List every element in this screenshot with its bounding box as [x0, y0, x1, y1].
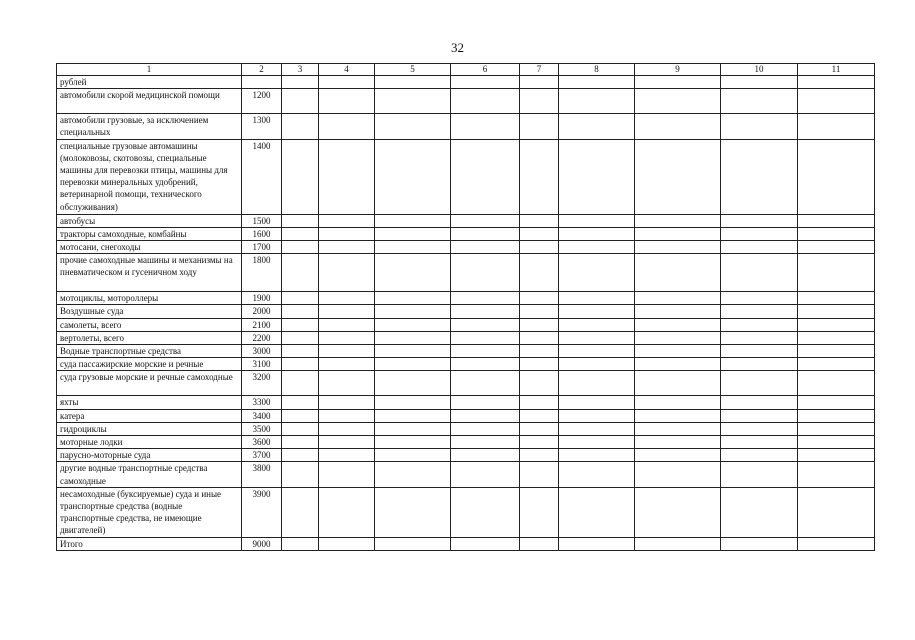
column-header: 6 — [451, 64, 520, 76]
table-cell — [520, 331, 559, 344]
table-cell — [635, 358, 721, 371]
table-cell — [559, 436, 635, 449]
table-cell — [451, 305, 520, 318]
table-cell — [282, 462, 319, 487]
table-cell — [319, 345, 375, 358]
column-header: 2 — [242, 64, 282, 76]
table-cell — [282, 449, 319, 462]
table-cell — [375, 449, 451, 462]
table-cell — [520, 292, 559, 305]
table-row — [57, 409, 875, 422]
table-row — [57, 331, 875, 344]
row-code: 3900 — [242, 487, 282, 537]
table-row — [57, 114, 875, 139]
table-cell — [721, 436, 798, 449]
table-cell — [798, 345, 875, 358]
row-code: 1800 — [242, 254, 282, 292]
table-cell — [559, 292, 635, 305]
table-cell — [635, 114, 721, 139]
table-cell — [635, 89, 721, 114]
table-cell — [635, 487, 721, 537]
table-cell — [559, 241, 635, 254]
row-code: 3600 — [242, 436, 282, 449]
table-cell — [375, 114, 451, 139]
table-cell — [375, 214, 451, 227]
table-cell — [319, 396, 375, 409]
table-cell — [319, 292, 375, 305]
row-code: 3400 — [242, 409, 282, 422]
table-cell — [451, 371, 520, 396]
row-label: прочие самоходные машины и механизмы на пневматическом и гусеничном ходу — [57, 254, 242, 292]
table-cell — [451, 345, 520, 358]
table-row — [57, 214, 875, 227]
row-label: Воздушные суда — [57, 305, 242, 318]
table-cell — [721, 292, 798, 305]
row-code: 1400 — [242, 139, 282, 214]
table-cell — [635, 305, 721, 318]
table-cell — [319, 462, 375, 487]
table-cell — [798, 331, 875, 344]
table-cell — [635, 449, 721, 462]
table-row — [57, 345, 875, 358]
table-cell — [559, 227, 635, 240]
table-cell — [319, 422, 375, 435]
table-cell — [635, 396, 721, 409]
table-cell — [451, 409, 520, 422]
row-label: специальные грузовые автомашины (молоковозы, скотовозы, специальные машины для перевозки птицы, машины для перевозки минеральных удобрений, ветеринарной помощи, технического обслуживания) — [57, 139, 242, 214]
table-cell — [282, 345, 319, 358]
table-cell — [451, 318, 520, 331]
row-code: 2100 — [242, 318, 282, 331]
row-code: 3000 — [242, 345, 282, 358]
table-cell — [721, 139, 798, 214]
row-label: катера — [57, 409, 242, 422]
table-cell — [721, 114, 798, 139]
table-cell — [798, 254, 875, 292]
table-cell — [451, 358, 520, 371]
table-cell — [520, 396, 559, 409]
table-cell — [282, 487, 319, 537]
row-label: парусно-моторные суда — [57, 449, 242, 462]
table-cell — [559, 462, 635, 487]
row-label: другие водные транспортные средства самоходные — [57, 462, 242, 487]
table-cell — [559, 371, 635, 396]
table-cell — [721, 318, 798, 331]
table-row — [57, 292, 875, 305]
table-cell — [798, 537, 875, 550]
table-cell — [559, 318, 635, 331]
column-header: 5 — [375, 64, 451, 76]
table-cell — [559, 89, 635, 114]
table-cell — [520, 537, 559, 550]
table-cell — [319, 305, 375, 318]
table-cell — [721, 537, 798, 550]
table-cell — [559, 396, 635, 409]
table-cell — [520, 358, 559, 371]
column-header: 11 — [798, 64, 875, 76]
table-cell — [559, 254, 635, 292]
row-code: 1600 — [242, 227, 282, 240]
table-cell — [282, 358, 319, 371]
table-cell — [451, 89, 520, 114]
table-cell — [798, 292, 875, 305]
table-cell — [721, 396, 798, 409]
column-header-row — [57, 64, 875, 76]
table-row — [57, 462, 875, 487]
table-cell — [559, 139, 635, 214]
table-cell — [319, 358, 375, 371]
table-cell — [798, 462, 875, 487]
table-cell — [319, 487, 375, 537]
table-cell — [721, 89, 798, 114]
table-cell — [559, 537, 635, 550]
table-cell — [559, 305, 635, 318]
table-cell — [520, 345, 559, 358]
unit-label: рублей — [57, 76, 242, 89]
table-cell — [451, 436, 520, 449]
table-cell — [559, 345, 635, 358]
table-cell — [375, 436, 451, 449]
table-cell — [559, 214, 635, 227]
table-cell — [282, 409, 319, 422]
row-label: мотосани, снегоходы — [57, 241, 242, 254]
table-row — [57, 449, 875, 462]
table-cell — [319, 254, 375, 292]
column-header: 3 — [282, 64, 319, 76]
row-label: суда пассажирские морские и речные — [57, 358, 242, 371]
table-cell — [520, 139, 559, 214]
table-cell — [798, 409, 875, 422]
table-cell — [282, 422, 319, 435]
table-cell — [375, 462, 451, 487]
table-cell — [319, 114, 375, 139]
table-row — [57, 371, 875, 396]
table-cell — [319, 89, 375, 114]
table-cell — [282, 89, 319, 114]
table-cell — [451, 241, 520, 254]
table-cell — [635, 371, 721, 396]
data-table — [56, 63, 875, 551]
row-label: Водные транспортные средства — [57, 345, 242, 358]
table-cell — [375, 139, 451, 214]
table-cell — [520, 214, 559, 227]
table-cell — [282, 241, 319, 254]
table-cell — [798, 227, 875, 240]
table-cell — [520, 449, 559, 462]
table-cell — [319, 537, 375, 550]
row-code: 1900 — [242, 292, 282, 305]
table-cell — [375, 358, 451, 371]
table-cell — [375, 371, 451, 396]
table-cell — [282, 436, 319, 449]
row-code: 3300 — [242, 396, 282, 409]
row-code: 1500 — [242, 214, 282, 227]
table-cell — [375, 305, 451, 318]
table-cell — [375, 331, 451, 344]
table-cell — [635, 331, 721, 344]
table-cell — [520, 409, 559, 422]
table-cell — [798, 422, 875, 435]
table-cell — [282, 114, 319, 139]
table-cell — [375, 487, 451, 537]
table-row — [57, 537, 875, 550]
table-cell — [282, 254, 319, 292]
table-cell — [375, 89, 451, 114]
table-cell — [520, 227, 559, 240]
table-cell — [282, 292, 319, 305]
table-cell — [282, 305, 319, 318]
table-cell — [520, 422, 559, 435]
table-row — [57, 227, 875, 240]
table-cell — [559, 331, 635, 344]
table-cell — [319, 214, 375, 227]
table-cell — [635, 318, 721, 331]
table-row — [57, 318, 875, 331]
column-header: 4 — [319, 64, 375, 76]
row-code: 3100 — [242, 358, 282, 371]
table-cell — [798, 371, 875, 396]
table-row — [57, 358, 875, 371]
row-code: 2000 — [242, 305, 282, 318]
table-cell — [451, 254, 520, 292]
row-label: Итого — [57, 537, 242, 550]
table-cell — [559, 358, 635, 371]
row-code: 3200 — [242, 371, 282, 396]
table-row — [57, 305, 875, 318]
table-cell — [721, 254, 798, 292]
table-cell — [520, 462, 559, 487]
table-cell — [375, 292, 451, 305]
table-cell — [721, 449, 798, 462]
table-cell — [375, 227, 451, 240]
table-cell — [721, 422, 798, 435]
table-cell — [635, 292, 721, 305]
table-cell — [635, 422, 721, 435]
table-cell — [375, 409, 451, 422]
table-cell — [520, 89, 559, 114]
row-label: мотоциклы, мотороллеры — [57, 292, 242, 305]
table-cell — [798, 487, 875, 537]
table-cell — [319, 227, 375, 240]
table-cell — [319, 371, 375, 396]
table-cell — [635, 409, 721, 422]
table-cell — [635, 227, 721, 240]
table-cell — [375, 318, 451, 331]
row-code: 3800 — [242, 462, 282, 487]
table-cell — [319, 409, 375, 422]
table-cell — [375, 396, 451, 409]
table-cell — [798, 449, 875, 462]
table-cell — [559, 422, 635, 435]
table-cell — [798, 436, 875, 449]
table-cell — [721, 305, 798, 318]
row-label: вертолеты, всего — [57, 331, 242, 344]
row-code: 9000 — [242, 537, 282, 550]
table-cell — [375, 254, 451, 292]
table-cell — [520, 318, 559, 331]
table-cell — [559, 449, 635, 462]
table-cell — [520, 254, 559, 292]
table-cell — [520, 305, 559, 318]
row-label: тракторы самоходные, комбайны — [57, 227, 242, 240]
row-label: самолеты, всего — [57, 318, 242, 331]
table-row — [57, 139, 875, 214]
table-cell — [375, 422, 451, 435]
table-cell — [635, 537, 721, 550]
table-cell — [451, 292, 520, 305]
table-cell — [319, 331, 375, 344]
row-code: 3700 — [242, 449, 282, 462]
table-cell — [635, 241, 721, 254]
table-cell — [721, 409, 798, 422]
table-cell — [282, 331, 319, 344]
table-cell — [520, 487, 559, 537]
table-cell — [559, 487, 635, 537]
row-label: несамоходные (буксируемые) суда и иные транспортные средства (водные транспортные средства, не имеющие двигателей) — [57, 487, 242, 537]
table-cell — [282, 537, 319, 550]
table-cell — [721, 487, 798, 537]
table-cell — [721, 241, 798, 254]
table-cell — [451, 331, 520, 344]
table-cell — [451, 139, 520, 214]
table-row — [57, 89, 875, 114]
table-cell — [798, 358, 875, 371]
table-cell — [282, 371, 319, 396]
table-cell — [451, 214, 520, 227]
table-cell — [798, 396, 875, 409]
table-cell — [375, 241, 451, 254]
table-cell — [375, 537, 451, 550]
table-cell — [282, 318, 319, 331]
table-cell — [451, 396, 520, 409]
table-cell — [319, 139, 375, 214]
table-cell — [520, 436, 559, 449]
table-cell — [451, 422, 520, 435]
row-code: 2200 — [242, 331, 282, 344]
table-cell — [635, 436, 721, 449]
row-code: 3500 — [242, 422, 282, 435]
table-row — [57, 254, 875, 292]
table-cell — [282, 396, 319, 409]
table-row — [57, 487, 875, 537]
table-cell — [721, 214, 798, 227]
table-cell — [520, 371, 559, 396]
row-label: яхты — [57, 396, 242, 409]
row-code: 1200 — [242, 89, 282, 114]
column-header: 10 — [721, 64, 798, 76]
table-cell — [635, 345, 721, 358]
table-cell — [559, 114, 635, 139]
table-cell — [451, 114, 520, 139]
table-cell — [451, 449, 520, 462]
table-cell — [798, 139, 875, 214]
row-code: 1700 — [242, 241, 282, 254]
row-label: автомобили скорой медицинской помощи — [57, 89, 242, 114]
table-cell — [721, 331, 798, 344]
table-cell — [635, 462, 721, 487]
row-label: гидроциклы — [57, 422, 242, 435]
table-cell — [798, 241, 875, 254]
table-cell — [451, 227, 520, 240]
table-cell — [721, 371, 798, 396]
table-cell — [798, 214, 875, 227]
table-cell — [319, 241, 375, 254]
table-cell — [282, 139, 319, 214]
table-cell — [798, 114, 875, 139]
table-cell — [282, 227, 319, 240]
unit-row — [57, 76, 875, 89]
table-cell — [721, 462, 798, 487]
row-label: суда грузовые морские и речные самоходные — [57, 371, 242, 396]
table-cell — [635, 139, 721, 214]
table-cell — [319, 436, 375, 449]
column-header: 1 — [57, 64, 242, 76]
table-cell — [451, 487, 520, 537]
table-cell — [721, 227, 798, 240]
table-cell — [319, 318, 375, 331]
table-cell — [635, 214, 721, 227]
page-number: 32 — [451, 40, 464, 55]
table-cell — [798, 305, 875, 318]
row-label: автомобили грузовые, за исключением специальных — [57, 114, 242, 139]
column-header: 8 — [559, 64, 635, 76]
row-label: автобусы — [57, 214, 242, 227]
table-cell — [520, 241, 559, 254]
table-cell — [798, 318, 875, 331]
table-row — [57, 436, 875, 449]
table-row — [57, 396, 875, 409]
row-code: 1300 — [242, 114, 282, 139]
table-cell — [282, 214, 319, 227]
table-cell — [721, 345, 798, 358]
table-cell — [559, 409, 635, 422]
table-cell — [721, 358, 798, 371]
table-row — [57, 422, 875, 435]
column-header: 9 — [635, 64, 721, 76]
table-cell — [798, 89, 875, 114]
row-label: моторные лодки — [57, 436, 242, 449]
table-cell — [375, 345, 451, 358]
table-row — [57, 241, 875, 254]
table-cell — [520, 114, 559, 139]
table-cell — [451, 462, 520, 487]
table-cell — [319, 449, 375, 462]
table-cell — [635, 254, 721, 292]
column-header: 7 — [520, 64, 559, 76]
table-cell — [451, 537, 520, 550]
